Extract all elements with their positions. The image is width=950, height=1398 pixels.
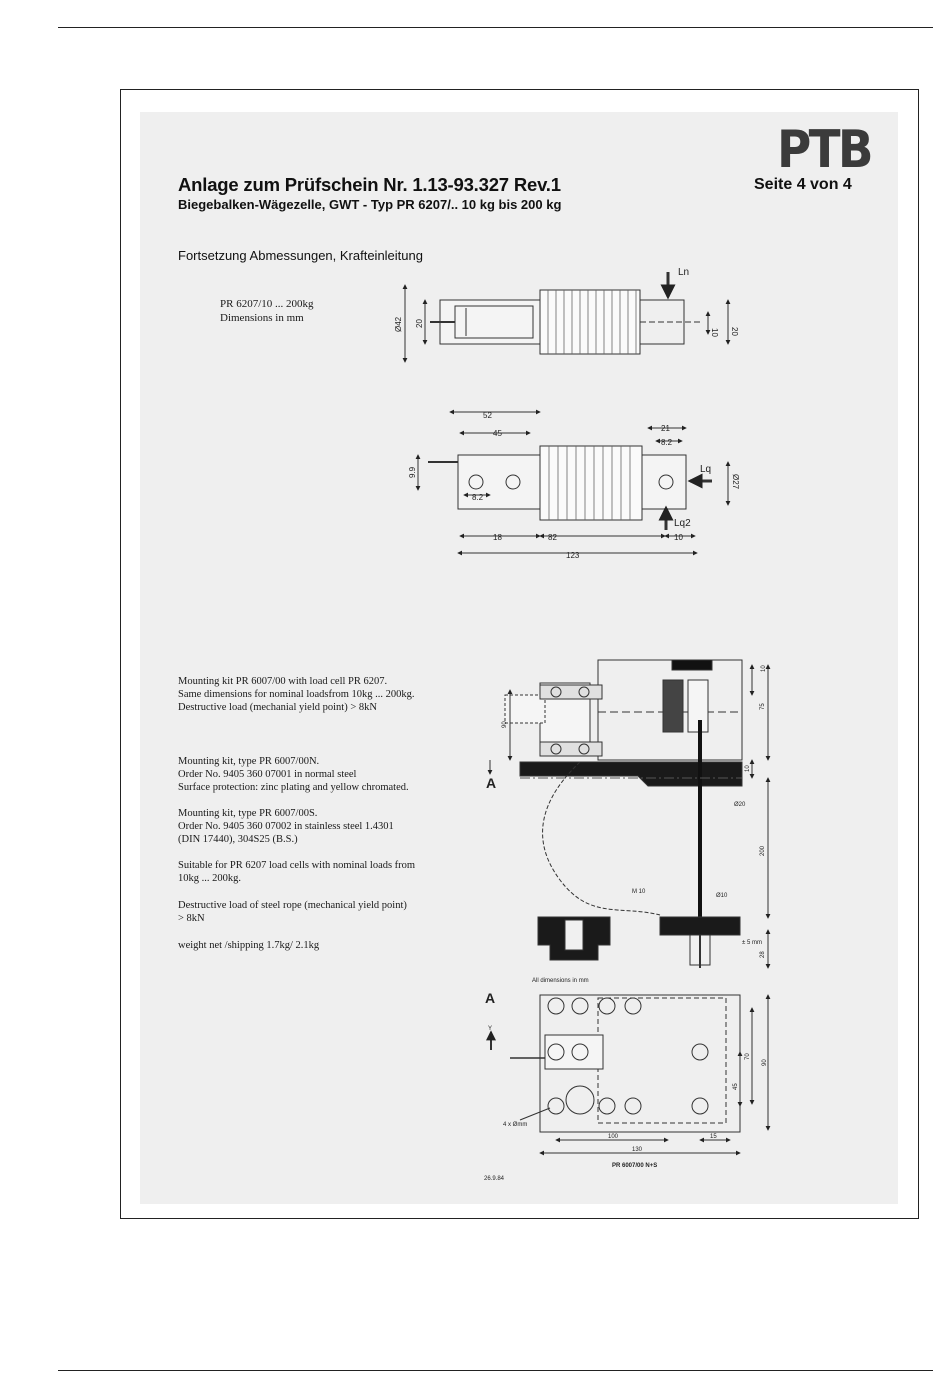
ptb-logo: PTB xyxy=(777,120,871,180)
drawing-caption: All dimensions in mm xyxy=(532,978,589,984)
dim-label: 200 xyxy=(760,845,766,856)
dim-label: 4 x Ømm xyxy=(503,1122,528,1128)
drawing-mounting-kit xyxy=(490,660,768,968)
dim-label: 82 xyxy=(548,533,557,542)
dim-label: 45 xyxy=(733,1083,739,1090)
dim-label: 10 xyxy=(674,533,683,542)
dim-label: 10 xyxy=(710,328,719,337)
drawing-top-view xyxy=(405,272,728,362)
top-note-line: PR 6207/10 ... 200kg xyxy=(220,298,314,310)
dim-label: 18 xyxy=(493,533,502,542)
weight-line: weight net /shipping 1.7kg/ 2.1kg xyxy=(178,940,320,951)
dim-label: Ø10 xyxy=(716,893,728,899)
kit-s-line: Order No. 9405 360 07002 in stainless steel 1.4301 xyxy=(178,821,394,832)
dim-label: 123 xyxy=(566,551,580,560)
kit-note-line: Mounting kit PR 6007/00 with load cell PR 6207. xyxy=(178,676,388,687)
kit-s-line: Mounting kit, type PR 6007/00S. xyxy=(178,808,318,819)
suitable-line: 10kg ... 200kg. xyxy=(178,873,241,884)
dim-label: 9.9 xyxy=(408,466,417,478)
dim-label: Ø20 xyxy=(734,802,746,808)
dim-label: 130 xyxy=(632,1147,643,1153)
page-number: Seite 4 von 4 xyxy=(754,176,852,193)
top-note-line: Dimensions in mm xyxy=(220,312,304,324)
drawing-caption: PR 6007/00 N+S xyxy=(612,1163,658,1169)
suitable-line: Suitable for PR 6207 load cells with nominal loads from xyxy=(178,860,416,871)
force-label: Lq xyxy=(700,464,712,475)
dim-label: Ø27 xyxy=(731,474,740,490)
drawing-side-view xyxy=(418,412,728,553)
dim-label: 8.2 xyxy=(661,438,673,447)
dim-label: 100 xyxy=(608,1134,619,1140)
dim-label: 28 xyxy=(760,951,766,958)
rope-line: Destructive load of steel rope (mechanical yield point) xyxy=(178,900,407,911)
dim-label: 8.2 xyxy=(472,493,484,502)
dim-label: 15 xyxy=(710,1134,717,1140)
dim-label: 20 xyxy=(730,327,739,336)
section-mark-a: A xyxy=(486,775,497,791)
view-mark-a: A xyxy=(485,990,496,1006)
dim-label: 90 xyxy=(502,721,508,728)
document-subtitle: Biegebalken-Wägezelle, GWT - Typ PR 6207/.. 10 kg bis 200 kg xyxy=(178,197,562,212)
drawing-view-a xyxy=(491,995,768,1153)
kit-n-line: Order No. 9405 360 07001 in normal steel xyxy=(178,769,357,780)
force-label: Lq2 xyxy=(674,518,691,529)
dim-label: M 10 xyxy=(632,889,646,895)
kit-n-line: Surface protection: zinc plating and yellow chromated. xyxy=(178,782,409,793)
dim-label: 45 xyxy=(493,429,502,438)
dim-label: Ø42 xyxy=(394,316,403,332)
dim-label: 21 xyxy=(661,424,670,433)
axis-label: Y xyxy=(488,1026,493,1032)
dim-label: 20 xyxy=(415,319,424,328)
kit-note-line: Destructive load (mechanial yield point) > 8kN xyxy=(178,702,377,713)
dim-label: 75 xyxy=(760,703,766,710)
kit-n-line: Mounting kit, type PR 6007/00N. xyxy=(178,756,320,767)
document-title: Anlage zum Prüfschein Nr. 1.13-93.327 Rev.1 xyxy=(178,174,561,195)
dim-label: 10 xyxy=(761,665,767,672)
dim-label: 10 xyxy=(745,765,751,772)
kit-note-line: Same dimensions for nominal loadsfrom 10kg ... 200kg. xyxy=(178,689,415,700)
dim-label: 90 xyxy=(762,1059,768,1066)
drawing-code: 26.9.84 xyxy=(484,1176,505,1182)
kit-s-line: (DIN 17440), 304S25 (B.S.) xyxy=(178,834,298,845)
dim-label: ± 5 mm xyxy=(742,940,762,946)
force-label: Ln xyxy=(678,267,690,278)
section-heading: Fortsetzung Abmessungen, Krafteinleitung xyxy=(178,248,423,263)
dim-label: 52 xyxy=(483,411,492,420)
dim-label: 70 xyxy=(745,1053,751,1060)
rope-line: > 8kN xyxy=(178,913,205,924)
